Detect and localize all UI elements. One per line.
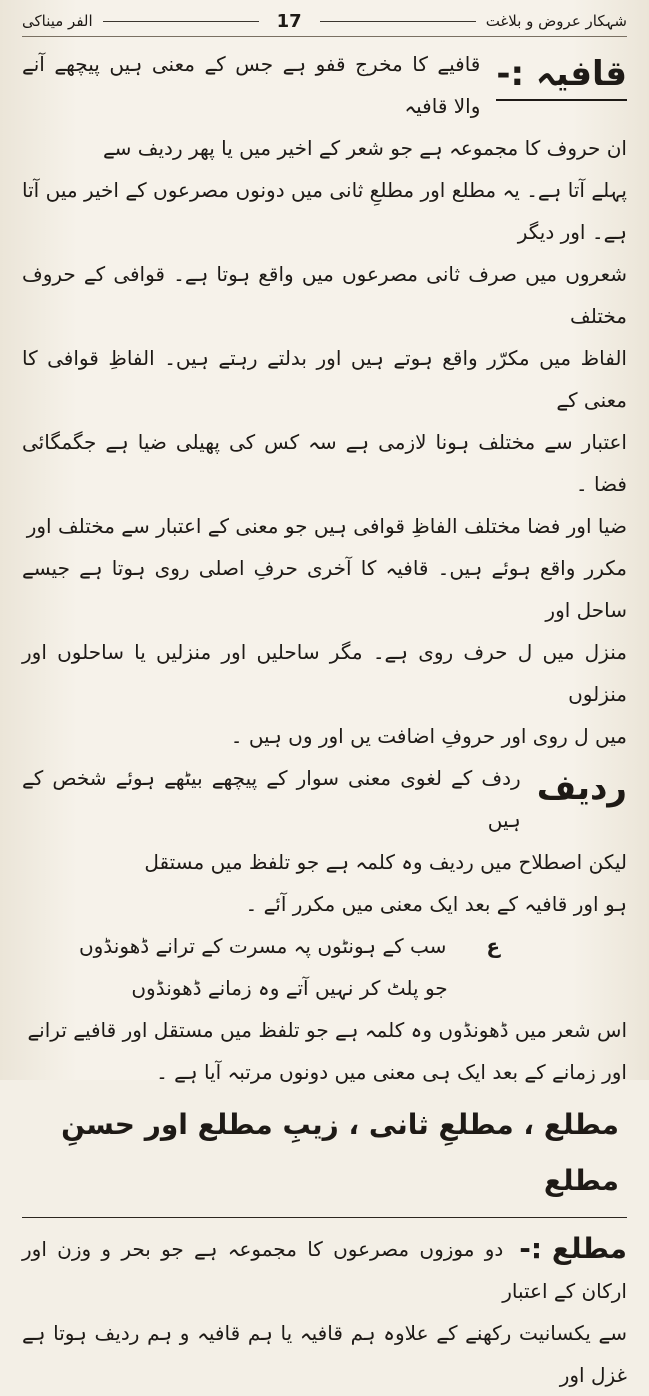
qafiya-line: ان حروف کا مجموعہ ہے جو شعر کے اخیر میں یا پھر ردیف سے bbox=[102, 136, 627, 160]
qafiya-line: ضیا اور فضا مختلف الفاظِ قوافی ہیں جو معنی کے اعتبار سے مختلف اور bbox=[26, 514, 627, 538]
matla-line: دو موزوں مصرعوں کا مجموعہ ہے جو بحر و وزن اور ارکان کے اعتبار bbox=[22, 1237, 627, 1303]
couplet-line bbox=[22, 925, 627, 967]
qafiya-line: پہلے آتا ہے۔ یہ مطلع اور مطلعِ ثانی میں دونوں مصرعوں کے اخیر میں آتا ہے۔ اور دیگر bbox=[22, 178, 627, 244]
heading-qafiya: قافیہ :- bbox=[496, 49, 627, 101]
header-divider bbox=[320, 21, 476, 22]
radif-line: لیکن اصطلاح میں ردیف وہ کلمہ ہے جو تلفظ میں مستقل bbox=[144, 850, 627, 874]
couplet-mark: ع bbox=[486, 934, 501, 958]
couplet-text: جو پلٹ کر نہیں آتے وہ زمانے ڈھونڈوں bbox=[131, 976, 448, 1000]
qafiya-line: الفاظ میں مکرّر واقع ہوتے ہیں اور بدلتے رہتے ہیں۔ الفاظِ قوافی کا معنی کے bbox=[22, 346, 627, 412]
qafiya-line: شعروں میں صرف ثانی مصرعوں میں واقع ہوتا ہے۔ قوافی کے حروف مختلف bbox=[22, 262, 627, 328]
section-matla bbox=[22, 1228, 627, 1396]
page-header bbox=[22, 6, 627, 37]
section-qafiya bbox=[22, 43, 627, 757]
qafiya-line: اعتبار سے مختلف ہونا لازمی ہے سہ کس کی پھیلی ضیا ہے جگمگائی فضا ۔ bbox=[22, 430, 627, 496]
radif-line: ردف کے لغوی معنی سوار کے پیچھے بیٹھے ہوئے شخص کے ہیں bbox=[22, 766, 521, 832]
couplet-text: سب کے ہونٹوں پہ مسرت کے ترانے ڈھونڈوں bbox=[78, 934, 447, 958]
qafiya-line: میں ل روی اور حروفِ اضافت یں اور وں ہیں ۔ bbox=[230, 724, 627, 748]
subheading-matla-types: مطلع ، مطلعِ ثانی ، زیبِ مطلع اور حسنِ مطلع bbox=[61, 1108, 619, 1197]
page-number: 17 bbox=[276, 10, 302, 32]
radif-line: ہو اور قافیہ کے بعد ایک معنی میں مکرر آئے ۔ bbox=[245, 892, 627, 916]
qafiya-line: مکرر واقع ہوئے ہیں۔ قافیہ کا آخری حرفِ اصلی روی ہوتا ہے جیسے ساحل اور bbox=[22, 556, 627, 622]
matla-line: سے یکسانیت رکھنے کے علاوہ ہم قافیہ یا ہم قافیہ و ہم ردیف ہوتا ہے غزل اور bbox=[22, 1321, 627, 1387]
heading-radif: ردیف bbox=[536, 768, 627, 808]
qafiya-line: قافیے کا مخرج قفو ہے جس کے معنی ہیں پیچھے آنے والا قافیہ bbox=[22, 52, 481, 118]
section-divider bbox=[22, 1217, 627, 1218]
radif-line: اس شعر میں ڈھونڈوں وہ کلمہ ہے جو تلفظ میں مستقل اور قافیے ترانے bbox=[27, 1018, 627, 1042]
header-book-title: شہکار عروض و بلاغت bbox=[485, 12, 627, 30]
couplet-line bbox=[22, 967, 627, 1009]
radif-line: اور زمانے کے بعد ایک ہی معنی میں دونوں مرتبہ آیا ہے ۔ bbox=[156, 1060, 627, 1084]
header-divider bbox=[103, 21, 259, 22]
qafiya-line: منزل میں ل حرف روی ہے۔ مگر ساحلیں اور منزلیں یا ساحلوں اور منزلوں bbox=[22, 640, 627, 706]
heading-matla: مطلع :- bbox=[519, 1232, 627, 1265]
header-author: الفر میناکی bbox=[21, 12, 93, 30]
section-radif bbox=[22, 757, 627, 1093]
